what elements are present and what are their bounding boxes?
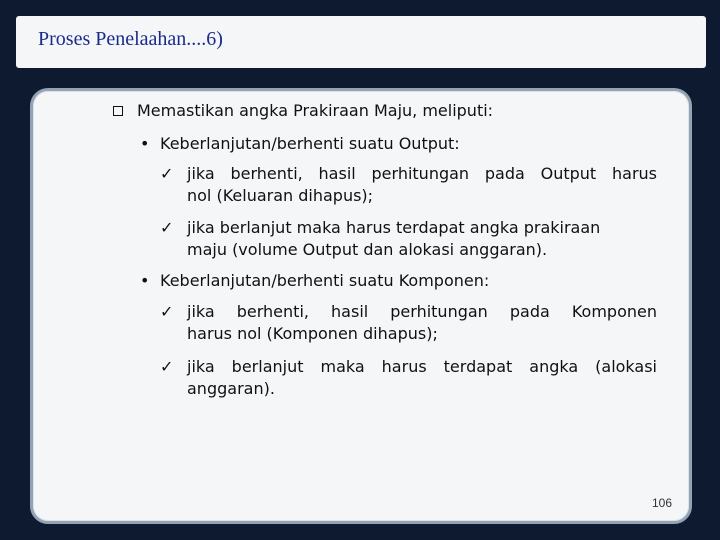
komponen-item-1-line1: jika berhenti, hasil perhitungan pada Komponen: [187, 302, 657, 321]
page-number: 106: [652, 496, 673, 510]
komponen-item-2-line2: anggaran).: [187, 379, 275, 398]
slide-title: Proses Penelaahan....6): [38, 28, 223, 50]
output-item-1-line2: nol (Keluaran dihapus);: [187, 186, 374, 205]
check-icon: ✓: [160, 218, 174, 237]
square-bullet-icon: [113, 106, 123, 116]
main-point: Memastikan angka Prakiraan Maju, meliputi:: [137, 101, 494, 120]
output-item-1-line1: jika berhenti, hasil perhitungan pada Output harus: [187, 164, 657, 183]
section-heading-komponen: Keberlanjutan/berhenti suatu Komponen:: [160, 271, 490, 290]
komponen-item-1-line2: harus nol (Komponen dihapus);: [187, 324, 438, 343]
check-icon: ✓: [160, 164, 174, 183]
output-item-2-line2: maju (volume Output dan alokasi anggaran).: [187, 240, 548, 259]
section-heading-output: Keberlanjutan/berhenti suatu Output:: [160, 134, 460, 153]
output-item-2-line1: jika berlanjut maka harus terdapat angka prakiraan: [187, 218, 601, 237]
check-icon: ✓: [160, 302, 174, 321]
bullet-icon: •: [140, 271, 150, 290]
bullet-icon: •: [140, 134, 150, 153]
check-icon: ✓: [160, 357, 174, 376]
title-bar: [16, 16, 706, 68]
komponen-item-2-line1: jika berlanjut maka harus terdapat angka (alokasi: [187, 357, 657, 376]
